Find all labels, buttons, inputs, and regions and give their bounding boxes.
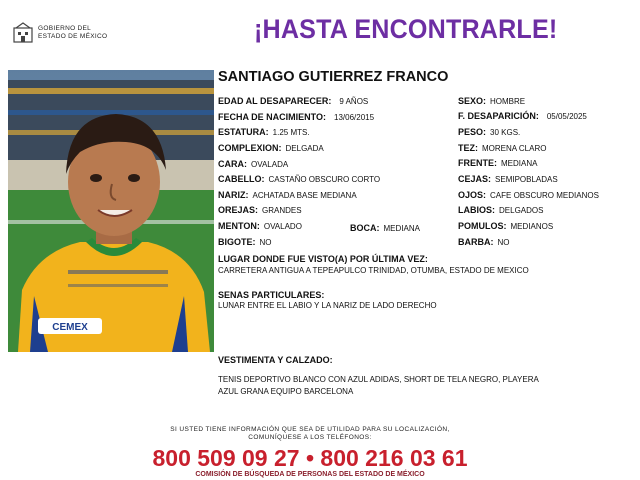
contact-line-1: SI USTED TIENE INFORMACIÓN QUE SEA DE UTILIDAD PARA SU LOCALIZACIÓN, <box>170 426 450 433</box>
state-emblem-icon <box>12 22 34 44</box>
field-mouth: BOCA: MEDIANA <box>350 223 420 233</box>
field-height: ESTATURA: 1.25 MTS. <box>218 127 310 137</box>
missing-person-photo <box>8 70 214 352</box>
field-birth-date: FECHA DE NACIMIENTO: 13/06/2015 <box>218 112 375 122</box>
last-seen-heading: LUGAR DONDE FUE VISTO(A) POR ÚLTIMA VEZ: <box>218 254 428 264</box>
person-name: SANTIAGO GUTIERREZ FRANCO <box>218 69 449 85</box>
field-forehead: FRENTE: MEDIANA <box>458 158 538 168</box>
field-face: CARA: OVALADA <box>218 159 289 169</box>
clothing-heading: VESTIMENTA Y CALZADO: <box>218 355 333 365</box>
phone-separator: • <box>305 445 315 471</box>
field-ears: OREJAS: GRANDES <box>218 205 302 215</box>
headline: ¡HASTA ENCONTRARLE! <box>254 14 558 44</box>
field-weight: PESO: 30 KGS. <box>458 127 521 137</box>
particular-marks-heading: SENAS PARTICULARES: <box>218 290 325 300</box>
jersey-sponsor-text: CEMEX <box>52 322 88 333</box>
field-nose: NARIZ: ACHATADA BASE MEDIANA <box>218 190 357 200</box>
field-age: EDAD AL DESAPARECER: 9 AÑOS <box>218 96 369 106</box>
field-beard: BARBA: NO <box>458 237 510 247</box>
commission-name: COMISIÓN DE BÚSQUEDA DE PERSONAS DEL ESTADO DE MÉXICO <box>195 471 425 478</box>
last-seen-text: CARRETERA ANTIGUA A TEPEAPULCO TRINIDAD, OTUMBA, ESTADO DE MEXICO <box>218 266 529 275</box>
clothing-line-1: TENIS DEPORTIVO BLANCO CON AZUL ADIDAS, SHORT DE TELA NEGRO, PLAYERA <box>218 375 539 384</box>
phone-number-2[interactable]: 800 216 03 61 <box>320 445 468 471</box>
field-complexion: COMPLEXION: DELGADA <box>218 143 324 153</box>
field-disappearance-date: F. DESAPARICIÓN: 05/05/2025 <box>458 111 587 121</box>
field-cheekbones: POMULOS: MEDIANOS <box>458 221 554 231</box>
field-sex: SEXO: HOMBRE <box>458 96 526 106</box>
government-logo <box>12 22 122 46</box>
logo-line-1: GOBIERNO DEL <box>38 25 92 32</box>
field-eyebrows: CEJAS: SEMIPOBLADAS <box>458 174 558 184</box>
field-lips: LABIOS: DELGADOS <box>458 205 544 215</box>
particular-marks-text: LUNAR ENTRE EL LABIO Y LA NARIZ DE LADO DERECHO <box>218 301 437 310</box>
logo-line-2: ESTADO DE MÉXICO <box>38 33 108 40</box>
clothing-line-2: AZUL GRANA EQUIPO BARCELONA <box>218 387 354 396</box>
field-eyes: OJOS: CAFE OBSCURO MEDIANOS <box>458 190 599 200</box>
phone-numbers <box>0 445 620 472</box>
field-mustache: BIGOTE: NO <box>218 237 272 247</box>
contact-line-2: COMUNÍQUESE A LOS TELÉFONOS: <box>248 434 372 441</box>
phone-number-1[interactable]: 800 509 09 27 <box>152 445 300 471</box>
field-hair: CABELLO: CASTAÑO OBSCURO CORTO <box>218 174 381 184</box>
field-skin-tone: TEZ: MORENA CLARO <box>458 143 547 153</box>
field-chin: MENTON: OVALADO <box>218 221 302 231</box>
